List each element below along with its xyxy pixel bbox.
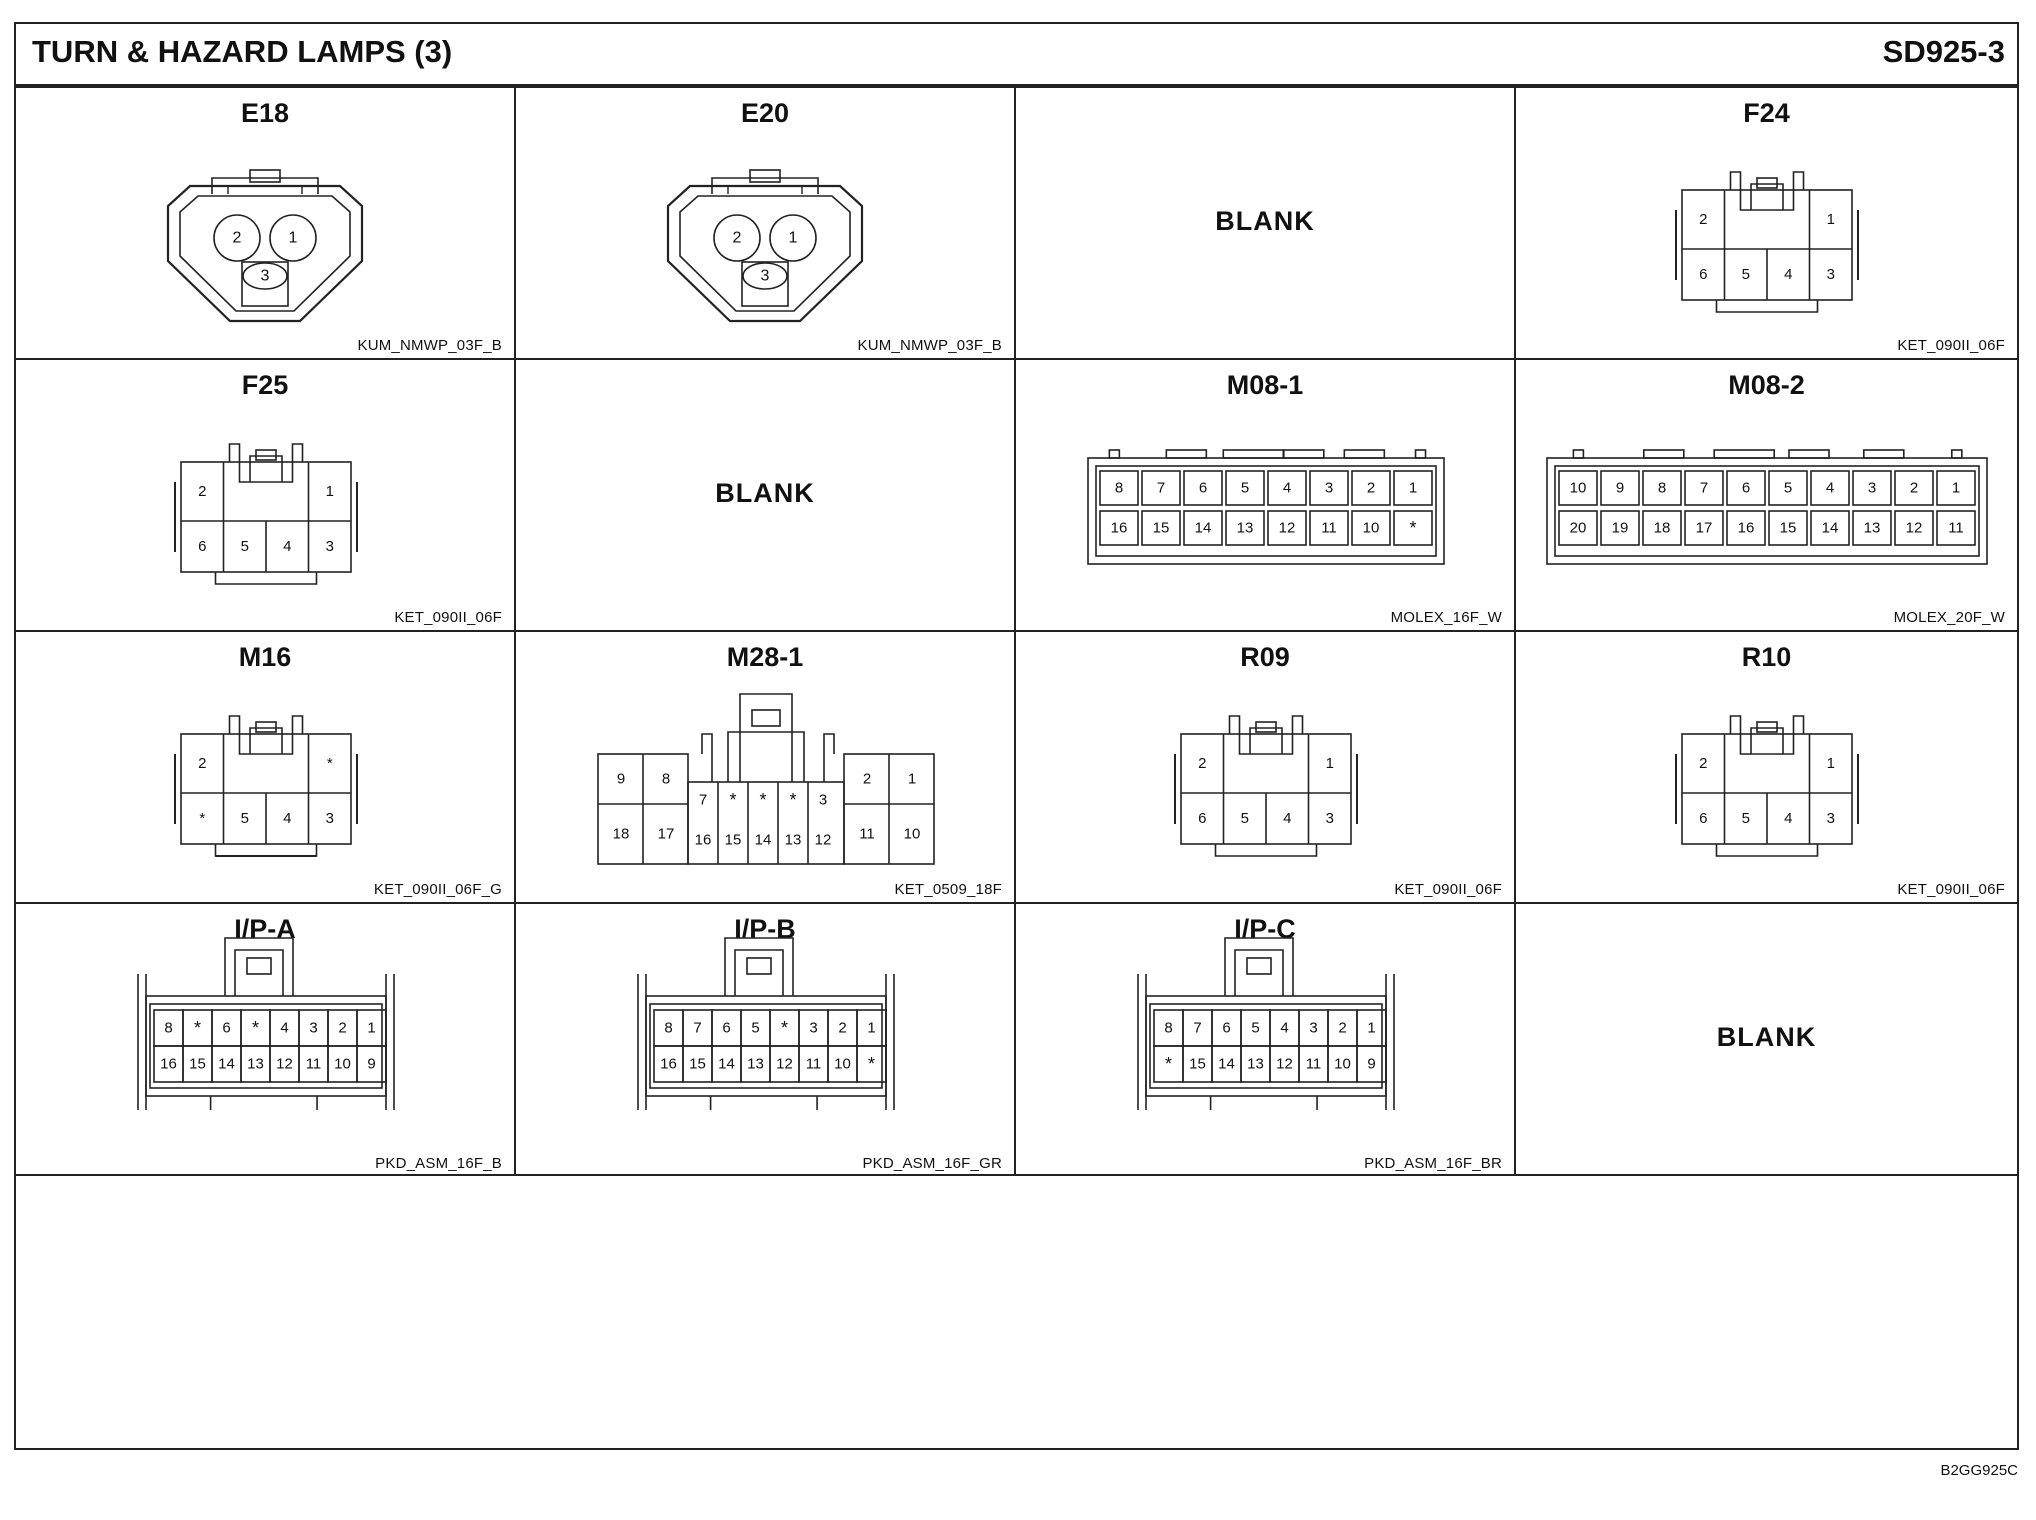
pin-label: 12	[1905, 519, 1923, 537]
pin-label: 3	[1867, 479, 1877, 497]
pin-label: 1	[325, 483, 334, 500]
pin-label: 2	[1366, 479, 1376, 497]
connector-code: KET_090II_06F_G	[373, 881, 502, 898]
pin-label: 2	[838, 1019, 847, 1037]
connector-cell	[16, 904, 516, 1176]
page-title: TURN & HAZARD LAMPS (3)	[32, 34, 453, 69]
pin-label: 19	[1611, 519, 1629, 537]
pin-label: 4	[1784, 810, 1793, 827]
pin-label: 6	[222, 1019, 231, 1037]
pin-label: 16	[1110, 519, 1128, 537]
connector-id: M08-2	[1728, 370, 1805, 400]
connector-code: MOLEX_20F_W	[1893, 609, 2005, 626]
connector-face	[1545, 440, 1989, 580]
pin-label: 4	[283, 538, 292, 555]
pin-label: 5	[1783, 479, 1793, 497]
pin-label: 8	[1657, 479, 1667, 497]
pin-label: 2	[1909, 479, 1919, 497]
pin-label: 16	[160, 1055, 177, 1073]
pin-label: 7	[1156, 479, 1166, 497]
pin-label: 1	[288, 229, 298, 247]
pin-label: 18	[1653, 519, 1671, 537]
pin-label: *	[199, 810, 206, 827]
connector-id: M28-1	[726, 642, 804, 672]
connector-id: E18	[240, 98, 290, 128]
pin-label: 3	[325, 538, 334, 555]
pin-label: 15	[189, 1055, 206, 1073]
connector-code: KET_0509_18F	[894, 881, 1002, 898]
connector-cell	[1016, 360, 1516, 632]
pin-label: 1	[1826, 211, 1835, 228]
pin-label: 20	[1569, 519, 1587, 537]
pin-label: 1	[367, 1019, 376, 1037]
pin-label: 1	[1826, 755, 1835, 772]
connector-id: I/P-B	[734, 914, 796, 944]
pin-label: 11	[305, 1055, 322, 1073]
pin-label: 4	[1784, 266, 1793, 283]
pin-label: 3	[809, 1019, 818, 1037]
pin-label: 1	[1408, 479, 1418, 497]
connector-cell	[1016, 904, 1516, 1176]
pin-label: 14	[718, 1055, 735, 1073]
pin-label: 1	[907, 770, 917, 788]
connector-code: PKD_ASM_16F_GR	[862, 1155, 1002, 1172]
pin-label: 5	[240, 810, 249, 827]
pin-label: 2	[1699, 211, 1708, 228]
connector-cell	[1516, 88, 2017, 360]
pin-label: 11	[805, 1055, 822, 1073]
pin-label: 13	[1247, 1055, 1264, 1073]
connector-face	[166, 694, 366, 884]
pin-label: *	[193, 1018, 202, 1038]
connector-cell	[1516, 360, 2017, 632]
pin-label: 9	[1367, 1055, 1376, 1073]
pin-label: 1	[867, 1019, 876, 1037]
pin-label: 11	[1305, 1055, 1322, 1073]
pin-label: 3	[325, 810, 334, 827]
connector-id: F24	[1743, 98, 1790, 128]
pin-label: 9	[616, 770, 626, 788]
pin-label: 1	[1951, 479, 1961, 497]
connector-code: KUM_NMWP_03F_B	[357, 337, 502, 354]
connector-code: KET_090II_06F	[1897, 881, 2005, 898]
pin-label: 15	[1152, 519, 1170, 537]
pin-label: 3	[1826, 810, 1835, 827]
pin-label: 10	[1362, 519, 1380, 537]
connector-face	[1667, 150, 1867, 340]
pin-label: 12	[1276, 1055, 1293, 1073]
connector-id: M08-1	[1226, 370, 1304, 400]
pin-label: 17	[657, 825, 675, 843]
pin-label: 13	[247, 1055, 264, 1073]
pin-label: 13	[784, 831, 802, 849]
pin-label: 6	[1198, 810, 1207, 827]
pin-label: 3	[309, 1019, 318, 1037]
connector-id: R10	[1741, 642, 1792, 672]
pin-label: *	[789, 790, 797, 810]
diagram-sheet	[14, 22, 2019, 1450]
pin-label: 2	[1699, 755, 1708, 772]
pin-label: 6	[722, 1019, 731, 1037]
pin-label: 13	[1236, 519, 1254, 537]
pin-label: 9	[367, 1055, 376, 1073]
pin-label: 6	[198, 538, 207, 555]
connector-code: KUM_NMWP_03F_B	[857, 337, 1002, 354]
pin-label: 6	[1741, 479, 1751, 497]
pin-label: 5	[1240, 810, 1249, 827]
connector-face	[150, 150, 382, 340]
pin-label: 14	[1194, 519, 1212, 537]
pin-label: 5	[1251, 1019, 1260, 1037]
connector-face	[1136, 954, 1396, 1144]
connector-face	[650, 150, 882, 340]
pin-label: 14	[1821, 519, 1839, 537]
pin-label: 12	[814, 831, 832, 849]
pin-label: 3	[1309, 1019, 1318, 1037]
pin-label: 2	[1198, 755, 1207, 772]
connector-cell	[516, 904, 1016, 1176]
pin-label: 16	[694, 831, 712, 849]
pin-label: 16	[1737, 519, 1755, 537]
pin-label: 14	[218, 1055, 235, 1073]
connector-id: R09	[1240, 642, 1290, 672]
connector-cell	[16, 88, 516, 360]
pin-label: 12	[276, 1055, 293, 1073]
pin-label: 10	[1334, 1055, 1351, 1073]
pin-label: 5	[240, 538, 249, 555]
pin-label: 4	[1282, 479, 1292, 497]
connector-id: I/P-C	[1234, 914, 1296, 944]
pin-label: *	[780, 1018, 789, 1038]
pin-label: 17	[1695, 519, 1713, 537]
pin-label: *	[1409, 518, 1417, 538]
blank-label: BLANK	[1215, 206, 1315, 236]
connector-cell	[516, 88, 1016, 360]
pin-label: 15	[1779, 519, 1797, 537]
pin-label: *	[867, 1054, 876, 1074]
pin-label: 1	[1367, 1019, 1376, 1037]
pin-label: 18	[612, 825, 630, 843]
pin-label: 5	[1240, 479, 1250, 497]
page-id: SD925-3	[1882, 34, 2005, 69]
connector-code: KET_090II_06F	[1394, 881, 1502, 898]
connector-cell	[1516, 632, 2017, 904]
connector-face	[166, 422, 366, 612]
pin-label: 15	[724, 831, 742, 849]
pin-label: 10	[1569, 479, 1587, 497]
pin-label: 14	[1218, 1055, 1235, 1073]
pin-label: 1	[788, 229, 798, 247]
pin-label: 7	[693, 1019, 702, 1037]
connector-face	[596, 676, 936, 876]
pin-label: 9	[1615, 479, 1625, 497]
pin-label: 8	[664, 1019, 673, 1037]
connector-code: KET_090II_06F	[394, 609, 502, 626]
pin-label: 2	[338, 1019, 347, 1037]
pin-label: 14	[754, 831, 772, 849]
pin-label: 2	[232, 229, 242, 247]
pin-label: 2	[198, 483, 207, 500]
connector-id: I/P-A	[234, 914, 296, 944]
connector-cell	[16, 360, 516, 632]
pin-label: 12	[776, 1055, 793, 1073]
pin-label: 5	[1741, 810, 1750, 827]
pin-label: 10	[334, 1055, 351, 1073]
pin-label: *	[326, 755, 333, 772]
pin-label: 2	[732, 229, 742, 247]
connector-face	[1667, 694, 1867, 884]
connector-face	[636, 954, 896, 1144]
pin-label: 4	[1280, 1019, 1289, 1037]
pin-label: 10	[834, 1055, 851, 1073]
pin-label: 3	[260, 267, 270, 285]
pin-label: 5	[751, 1019, 760, 1037]
pin-label: 15	[689, 1055, 706, 1073]
connector-id: M16	[238, 642, 292, 672]
pin-label: 11	[1321, 519, 1337, 537]
pin-label: 11	[859, 825, 875, 843]
blank-cell	[1016, 88, 1516, 360]
pin-label: 2	[1338, 1019, 1347, 1037]
pin-label: 16	[660, 1055, 677, 1073]
connector-id: F25	[241, 370, 289, 400]
connector-face	[1086, 440, 1446, 580]
connector-cell	[16, 632, 516, 904]
pin-label: 7	[698, 791, 708, 809]
blank-cell	[1516, 904, 2017, 1176]
connector-cell	[1016, 632, 1516, 904]
connector-grid	[16, 88, 2017, 1176]
connector-code: KET_090II_06F	[1897, 337, 2005, 354]
pin-label: *	[759, 790, 767, 810]
pin-label: 7	[1699, 479, 1709, 497]
pin-label: *	[1164, 1054, 1173, 1074]
blank-cell	[516, 360, 1016, 632]
connector-code: PKD_ASM_16F_BR	[1364, 1155, 1502, 1172]
pin-label: 6	[1198, 479, 1208, 497]
pin-label: 8	[1164, 1019, 1173, 1037]
connector-cell	[516, 632, 1016, 904]
pin-label: 15	[1189, 1055, 1206, 1073]
pin-label: 2	[198, 755, 207, 772]
header	[16, 24, 2017, 88]
blank-label: BLANK	[715, 478, 815, 508]
pin-label: 4	[283, 810, 292, 827]
connector-id: E20	[740, 98, 790, 128]
pin-label: 13	[1863, 519, 1881, 537]
pin-label: 8	[661, 770, 671, 788]
pin-label: 4	[1283, 810, 1292, 827]
footer-code: B2GG925C	[1940, 1462, 2018, 1479]
pin-label: 12	[1278, 519, 1296, 537]
pin-label: 4	[1825, 479, 1835, 497]
pin-label: 5	[1741, 266, 1750, 283]
pin-label: 6	[1699, 810, 1708, 827]
pin-label: 3	[1826, 266, 1835, 283]
pin-label: 6	[1699, 266, 1708, 283]
pin-label: 1	[1325, 755, 1334, 772]
blank-label: BLANK	[1716, 1022, 1817, 1052]
pin-label: 4	[280, 1019, 289, 1037]
pin-label: *	[251, 1018, 260, 1038]
connector-code: PKD_ASM_16F_B	[375, 1155, 502, 1172]
pin-label: 3	[1324, 479, 1334, 497]
pin-label: 8	[1114, 479, 1124, 497]
connector-face	[1166, 694, 1366, 884]
pin-label: 6	[1222, 1019, 1231, 1037]
pin-label: 11	[1948, 519, 1964, 537]
connector-face	[136, 954, 396, 1144]
pin-label: 10	[903, 825, 921, 843]
pin-label: 7	[1193, 1019, 1202, 1037]
pin-label: *	[729, 790, 737, 810]
pin-label: 3	[760, 267, 770, 285]
pin-label: 13	[747, 1055, 764, 1073]
pin-label: 3	[818, 791, 828, 809]
pin-label: 2	[862, 770, 872, 788]
pin-label: 3	[1325, 810, 1334, 827]
pin-label: 8	[164, 1019, 173, 1037]
connector-code: MOLEX_16F_W	[1390, 609, 1502, 626]
